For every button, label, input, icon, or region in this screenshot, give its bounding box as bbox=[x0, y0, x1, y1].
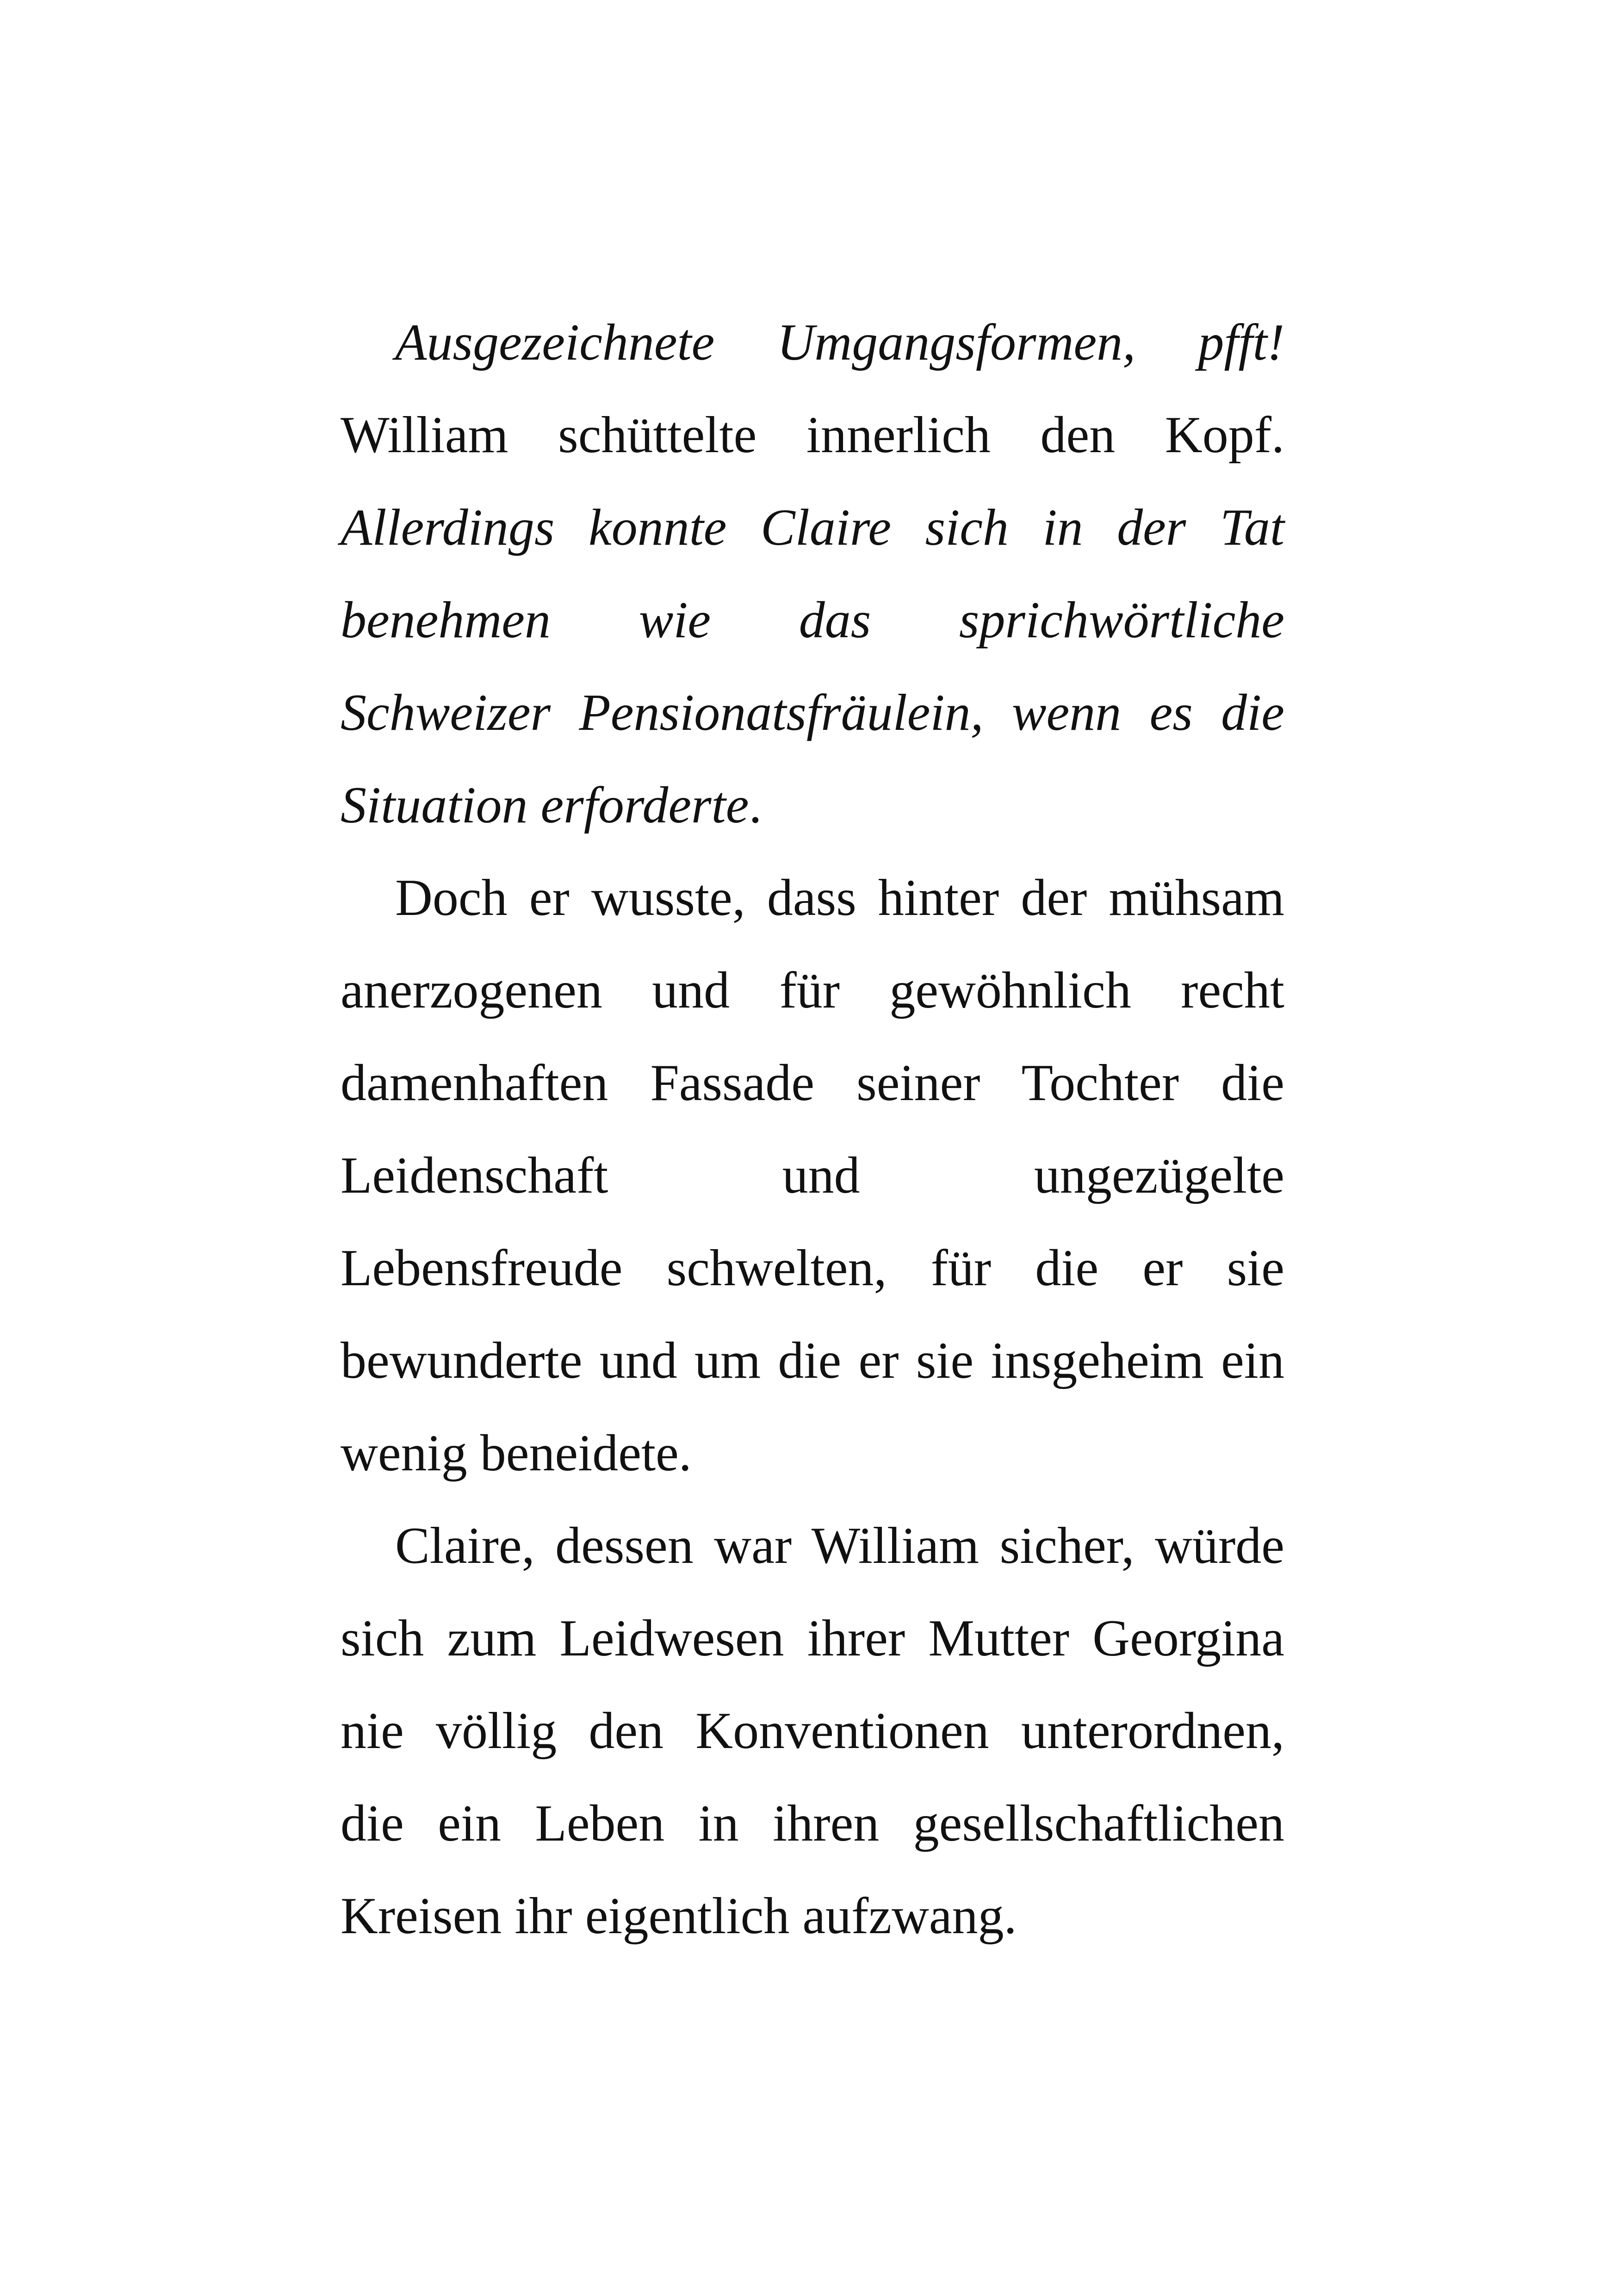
text-segment: nie völlig den Konventionen unterordnen, bbox=[341, 1702, 1284, 1760]
text-segment: . bbox=[749, 777, 762, 834]
text-line bbox=[341, 481, 1284, 574]
text-line bbox=[341, 1592, 1284, 1685]
text-segment: sich zum Leidwesen ihrer Mutter Georgina bbox=[341, 1610, 1284, 1667]
text-segment: damenhaften Fassade seiner Tochter die bbox=[341, 1054, 1284, 1112]
body-text bbox=[341, 296, 1284, 1962]
text-line bbox=[341, 1870, 1284, 1962]
text-line bbox=[341, 759, 1284, 852]
text-segment: anerzogenen und für gewöhnlich recht bbox=[341, 962, 1284, 1019]
text-line bbox=[341, 1500, 1284, 1592]
text-line bbox=[341, 852, 1284, 944]
text-line bbox=[341, 1037, 1284, 1129]
text-segment: Leidenschaft und ungezügelte bbox=[341, 1147, 1284, 1204]
text-line bbox=[341, 1777, 1284, 1870]
paragraph bbox=[341, 1500, 1284, 1962]
text-line bbox=[341, 1407, 1284, 1500]
text-line bbox=[341, 574, 1284, 666]
italic-text: Ausgezeichnete Umgangsformen, pfft! bbox=[395, 314, 1284, 371]
text-line bbox=[341, 1314, 1284, 1407]
italic-text: benehmen wie das sprichwörtliche bbox=[341, 591, 1284, 649]
text-segment: die ein Leben in ihren gesellschaftlichen bbox=[341, 1795, 1284, 1852]
text-line bbox=[341, 1129, 1284, 1222]
italic-text: Situation erforderte bbox=[341, 777, 749, 834]
text-line bbox=[341, 1222, 1284, 1314]
text-line bbox=[341, 389, 1284, 481]
text-line bbox=[341, 1685, 1284, 1777]
text-line bbox=[341, 666, 1284, 759]
paragraph bbox=[341, 296, 1284, 852]
text-segment: bewunderte und um die er sie insgeheim ein bbox=[341, 1332, 1284, 1389]
text-segment: William schüttelte innerlich den Kopf. bbox=[341, 406, 1284, 464]
paragraph bbox=[341, 852, 1284, 1500]
italic-text: Allerdings konnte Claire sich in der Tat bbox=[341, 499, 1284, 556]
text-segment: Lebensfreude schwelten, für die er sie bbox=[341, 1239, 1284, 1297]
text-segment: Doch er wusste, dass hinter der mühsam bbox=[395, 869, 1284, 927]
text-segment: wenig beneidete. bbox=[341, 1425, 692, 1482]
text-segment: Kreisen ihr eigentlich aufzwang. bbox=[341, 1887, 1017, 1945]
text-line bbox=[341, 296, 1284, 389]
text-line bbox=[341, 944, 1284, 1037]
italic-text: Schweizer Pensionatsfräulein, wenn es die bbox=[341, 684, 1284, 741]
text-segment: Claire, dessen war William sicher, würde bbox=[395, 1517, 1284, 1574]
